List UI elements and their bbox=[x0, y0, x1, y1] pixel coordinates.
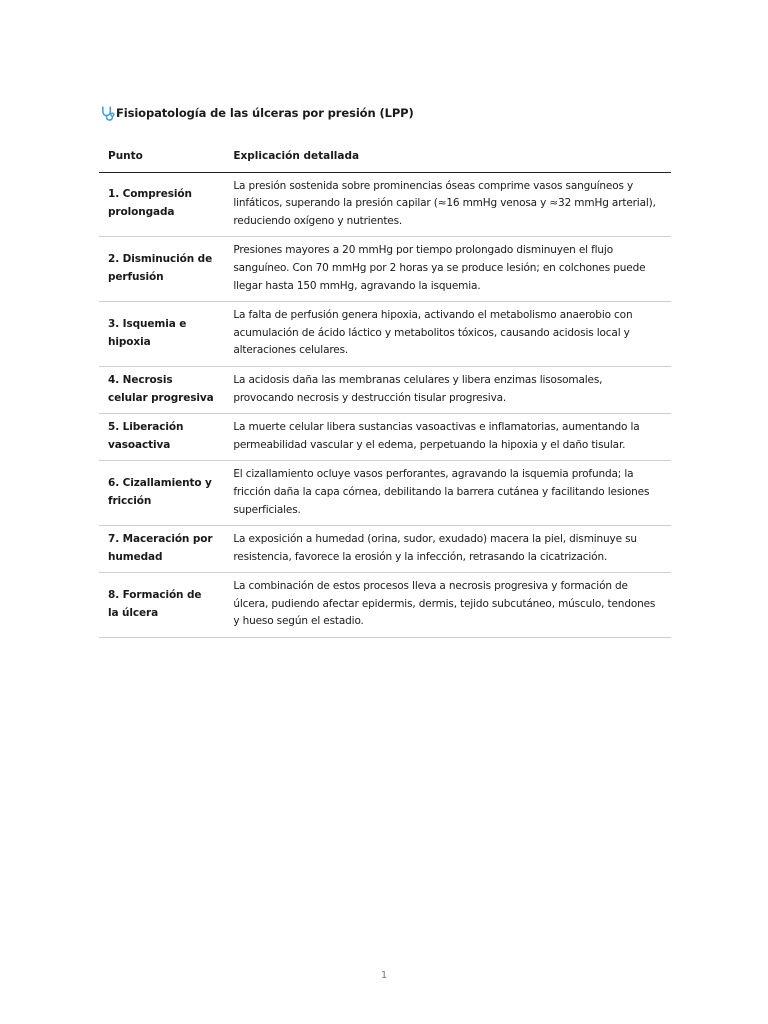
point-cell: 6. Cizallamiento y fricción bbox=[99, 461, 224, 526]
explanation-cell: La muerte celular libera sustancias vasoactivas e inflamatorias, aumentando la permeabilidad vascular y el edema, perpetuando la hipoxia y el daño tisular. bbox=[224, 414, 671, 461]
explanation-cell: La exposición a humedad (orina, sudor, exudado) macera la piel, disminuye su resistencia, favorece la erosión y la infección, retrasando la cicatrización. bbox=[224, 526, 671, 573]
point-cell: 2. Disminución de perfusión bbox=[99, 237, 224, 302]
point-cell: 8. Formación de la úlcera bbox=[99, 573, 224, 638]
explanation-cell: Presiones mayores a 20 mmHg por tiempo prolongado disminuyen el flujo sanguíneo. Con 70 mmHg por 2 horas ya se produce lesión; en colchones puede llegar hasta 150 mmHg, agravando la isquemia. bbox=[224, 237, 671, 302]
table-row bbox=[99, 172, 671, 237]
point-cell: 7. Maceración por humedad bbox=[99, 526, 224, 573]
point-cell: 3. Isquemia e hipoxia bbox=[99, 302, 224, 367]
table-row bbox=[99, 237, 671, 302]
page-title bbox=[100, 105, 414, 120]
table-row bbox=[99, 526, 671, 573]
table-row bbox=[99, 573, 671, 638]
pathophysiology-table bbox=[99, 142, 671, 638]
table-row bbox=[99, 302, 671, 367]
column-header-point: Punto bbox=[99, 142, 224, 172]
stethoscope-icon bbox=[100, 106, 115, 121]
page-title-text: Fisiopatología de las úlceras por presión (LPP) bbox=[116, 105, 414, 120]
point-cell: 5. Liberación vasoactiva bbox=[99, 414, 224, 461]
table-row bbox=[99, 461, 671, 526]
explanation-cell: La acidosis daña las membranas celulares y libera enzimas lisosomales, provocando necrosis y destrucción tisular progresiva. bbox=[224, 366, 671, 413]
explanation-cell: El cizallamiento ocluye vasos perforantes, agravando la isquemia profunda; la fricción daña la capa córnea, debilitando la barrera cutánea y facilitando lesiones superficiales. bbox=[224, 461, 671, 526]
table-row bbox=[99, 414, 671, 461]
explanation-cell: La combinación de estos procesos lleva a necrosis progresiva y formación de úlcera, pudiendo afectar epidermis, dermis, tejido subcutáneo, músculo, tendones y hueso según el estadio. bbox=[224, 573, 671, 638]
point-cell: 1. Compresión prolongada bbox=[99, 172, 224, 237]
page-number: 1 bbox=[380, 970, 388, 981]
point-cell: 4. Necrosis celular progresiva bbox=[99, 366, 224, 413]
explanation-cell: La falta de perfusión genera hipoxia, activando el metabolismo anaerobio con acumulación de ácido láctico y metabolitos tóxicos, causando acidosis local y alteraciones celulares. bbox=[224, 302, 671, 367]
table-header-row bbox=[99, 142, 671, 172]
table-row bbox=[99, 366, 671, 413]
column-header-explanation: Explicación detallada bbox=[224, 142, 671, 172]
explanation-cell: La presión sostenida sobre prominencias óseas comprime vasos sanguíneos y linfáticos, superando la presión capilar (≈16 mmHg venosa y ≈32 mmHg arterial), reduciendo oxígeno y nutrientes. bbox=[224, 172, 671, 237]
